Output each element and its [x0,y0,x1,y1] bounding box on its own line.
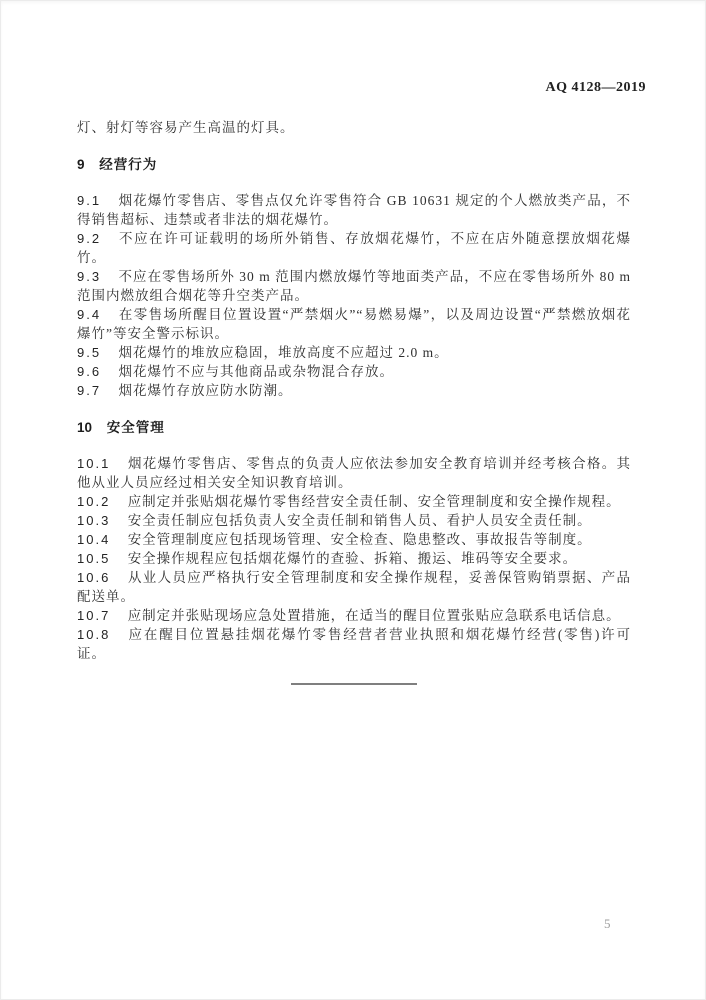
section-9-number: 9 [77,157,85,172]
clause-10-8 [77,625,631,663]
clause-text: 烟花爆竹不应与其他商品或杂物混合存放。 [118,364,394,379]
section-9-title: 经营行为 [99,157,158,172]
clause-10-3 [77,511,631,530]
clause-text: 烟花爆竹存放应防水防潮。 [118,383,293,398]
clause-10-7 [77,606,631,625]
clause-10-4 [77,530,631,549]
clause-9-3 [77,267,631,305]
end-of-document-rule [291,683,417,685]
clause-text: 从业人员应严格执行安全管理制度和安全操作规程，妥善保管购销票据、产品配送单。 [77,570,632,604]
clause-text: 在零售场所醒目位置设置“严禁烟火”“易燃易爆”，以及周边设置“严禁燃放烟花爆竹”等安全警示标识。 [77,307,632,341]
clause-number: 10.8 [77,627,111,642]
section-10-title: 安全管理 [106,420,165,435]
clause-9-4 [77,305,631,343]
clause-number: 9.4 [77,307,102,322]
clause-text: 不应在许可证载明的场所外销售、存放烟花爆竹，不应在店外随意摆放烟花爆竹。 [77,231,632,265]
section-10-heading [77,418,631,437]
clause-9-5 [77,343,631,362]
clause-9-1 [77,191,631,229]
standard-code-header: AQ 4128—2019 [545,80,646,95]
clause-text: 应制定并张贴现场应急处置措施，在适当的醒目位置张贴应急联系电话信息。 [127,608,621,623]
clause-number: 9.6 [77,364,102,379]
clause-text: 烟花爆竹零售店、零售点的负责人应依法参加安全教育培训并经考核合格。其他从业人员应经过相关安全知识教育培训。 [77,456,632,490]
clause-text: 安全责任制应包括负责人安全责任制和销售人员、看护人员安全责任制。 [127,513,592,528]
clause-9-7 [77,381,631,400]
clause-text: 安全管理制度应包括现场管理、安全检查、隐患整改、事故报告等制度。 [127,532,592,547]
clause-text: 安全操作规程应包括烟花爆竹的查验、拆箱、搬运、堆码等安全要求。 [127,551,578,566]
clause-9-6 [77,362,631,381]
clause-number: 9.1 [77,193,102,208]
page-number: 5 [604,916,611,931]
clause-number: 9.2 [77,231,102,246]
clause-text: 烟花爆竹零售店、零售点仅允许零售符合 GB 10631 规定的个人燃放类产品，不得销售超标、违禁或者非法的烟花爆竹。 [77,193,631,227]
clause-10-5 [77,549,631,568]
clause-number: 10.5 [77,551,111,566]
clause-text: 应制定并张贴烟花爆竹零售经营安全责任制、安全管理制度和安全操作规程。 [127,494,621,509]
clause-number: 10.2 [77,494,111,509]
clause-10-2 [77,492,631,511]
clause-9-2 [77,229,631,267]
clause-number: 10.1 [77,456,111,471]
clause-text: 不应在零售场所外 30 m 范围内燃放爆竹等地面类产品，不应在零售场所外 80 m 范围内燃放组合烟花等升空类产品。 [77,269,631,303]
document-content [77,0,631,685]
clause-number: 10.7 [77,608,111,623]
clause-10-1 [77,454,631,492]
clause-number: 9.7 [77,383,102,398]
clause-text: 应在醒目位置悬挂烟花爆竹零售经营者营业执照和烟花爆竹经营(零售)许可证。 [77,627,632,661]
paragraph-intro: 灯、射灯等容易产生高温的灯具。 [77,120,295,135]
section-9-heading [77,155,631,174]
clause-10-6 [77,568,631,606]
clause-number: 10.3 [77,513,111,528]
clause-number: 9.5 [77,345,102,360]
clause-number: 9.3 [77,269,102,284]
clause-number: 10.6 [77,570,111,585]
clause-text: 烟花爆竹的堆放应稳固，堆放高度不应超过 2.0 m。 [118,345,449,360]
section-10-number: 10 [77,420,93,435]
clause-number: 10.4 [77,532,111,547]
